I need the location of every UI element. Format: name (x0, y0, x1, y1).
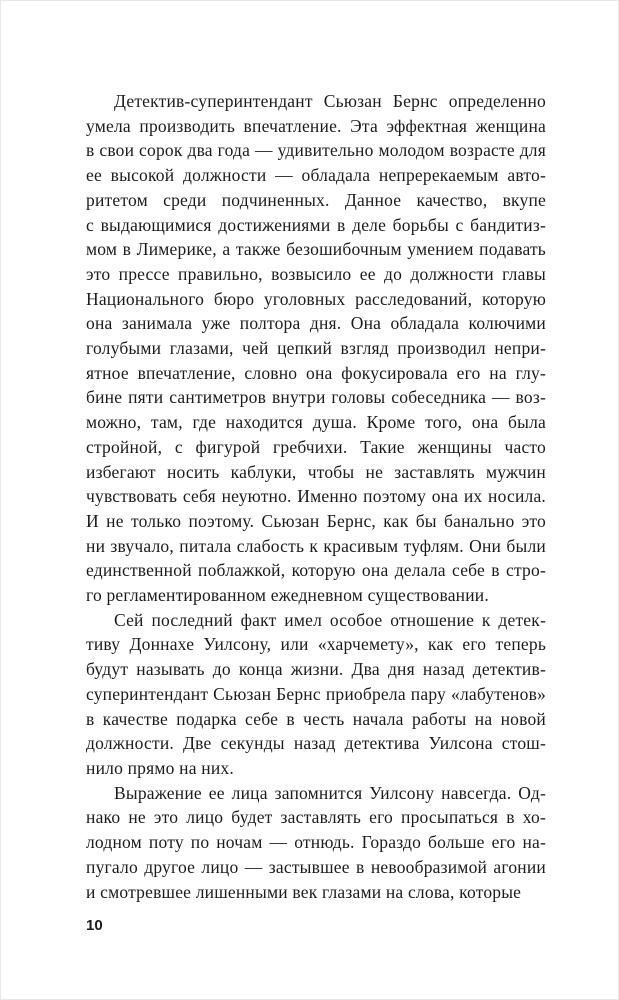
text-line: нако не это лицо будет заставлять его просыпаться в хо- (86, 807, 546, 828)
text-line: мом в Лимерике, а также безошибочным умением подавать (86, 239, 546, 260)
text-line: с выдающимися достижениями в деле борьбы с бандитиз- (86, 214, 546, 235)
text-line: ни звучало, питала слабость к красивым туфлям. Они были (86, 535, 546, 556)
text-line: голубыми глазами, чей цепкий взгляд производил непри- (86, 338, 546, 359)
text-line: стройной, с фигурой гребчихи. Такие женщины часто (86, 436, 546, 457)
text-block (86, 89, 546, 904)
text-line: в свои сорок два года — удивительно молодом возрасте для (86, 140, 546, 161)
paragraph (86, 781, 546, 905)
text-line: ятное впечатление, словно она фокусировала его на глу- (86, 362, 546, 383)
text-line: го регламентированном ежедневном существовании. (86, 585, 489, 606)
text-line: лодном поту по ночам — отнюдь. Гораздо больше его на- (86, 832, 546, 853)
text-line: умела производить впечатление. Эта эффектная женщина (86, 115, 546, 136)
text-line: нило прямо на них. (86, 757, 234, 778)
text-line: ее высокой должности — обладала непререкаемым авто- (86, 165, 546, 186)
text-line: она занимала уже полтора дня. Она обладала колючими (86, 313, 546, 334)
text-line: Национального бюро уголовных расследований, которую (86, 288, 546, 309)
text-line: пугало другое лицо — застывшее в невообразимой агонии (86, 856, 546, 877)
text-line: Выражение ее лица запомнится Уилсону навсегда. Од- (114, 782, 546, 803)
text-line: можно, там, где находится душа. Кроме того, она была (86, 412, 546, 433)
text-line: будут называть до конца жизни. Два дня назад детектив- (86, 659, 546, 680)
text-line: суперинтендант Сьюзан Бернс приобрела пару «лабутенов» (86, 683, 546, 704)
text-line: Сей последний факт имел особое отношение к детек- (114, 609, 546, 630)
text-line: это прессе правильно, возвысило ее до должности главы (86, 263, 546, 284)
text-line: ритетом среди подчиненных. Данное качество, вкупе (86, 189, 546, 210)
text-line: в качестве подарка себе в честь начала работы на новой (86, 708, 546, 729)
text-line: чувствовать себя неуютно. Именно поэтому она их носила. (86, 486, 546, 507)
paragraph (86, 608, 546, 781)
text-line: единственной поблажкой, которую она делала себе в стро- (86, 560, 546, 581)
text-line: и смотревшее лишенными век глазами на слова, которые (86, 881, 522, 902)
text-line: тиву Доннахе Уилсону, или «харчемету», как его теперь (86, 634, 546, 655)
text-line: бине пяти сантиметров внутри головы собеседника — воз- (86, 387, 546, 408)
page-number: 10 (86, 917, 103, 934)
text-line: должности. Две секунды назад детектива Уилсона стош- (86, 733, 546, 754)
text-line: избегают носить каблуки, чтобы не заставлять мужчин (86, 461, 546, 482)
paragraph (86, 89, 546, 608)
text-line: И не только поэтому. Сьюзан Бернс, как бы банально это (86, 510, 546, 531)
text-line: Детектив-суперинтендант Сьюзан Бернс определенно (114, 91, 546, 111)
